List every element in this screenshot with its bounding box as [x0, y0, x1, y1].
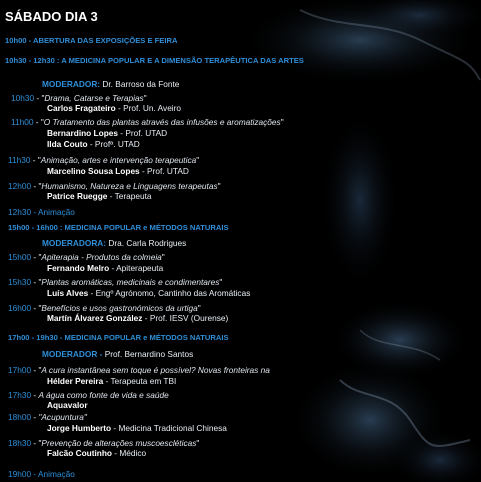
line-segment: MODERADORA:	[42, 238, 109, 248]
line-segment: "	[143, 93, 147, 103]
line-segment: SÁBADO DIA 3	[5, 9, 98, 24]
line-segment: 15h00 - 16h00 : MEDICINA POPULAR e MÉTODOS NATURAIS	[8, 223, 229, 232]
line-segment: Benefícios e usos gastronómicos da urtiga	[41, 303, 198, 313]
line-segment: - "	[33, 117, 44, 127]
line-segment: - Prof. IESV (Ourense)	[142, 313, 229, 323]
programme-line	[47, 376, 176, 386]
programme-line	[47, 103, 181, 113]
line-segment: Plantas aromáticas, medicinais e condimentares	[41, 277, 220, 287]
line-segment: 10h30	[11, 93, 35, 103]
line-segment: - "	[31, 365, 42, 375]
line-segment: A água como fonte de vida e saúde	[38, 390, 169, 400]
section-heading	[8, 223, 229, 233]
line-segment: - Prof. UTAD	[118, 128, 168, 138]
programme-line	[8, 365, 270, 375]
line-segment: 16h00	[8, 303, 32, 313]
line-segment: A cura instantânea sem toque é possível? Novas fronteiras na	[41, 365, 270, 375]
line-segment: Aquavalor	[47, 400, 88, 410]
line-segment: Drama, Catarse e Terapias	[44, 93, 144, 103]
programme-line	[47, 128, 167, 138]
line-segment: - Terapeuta	[107, 191, 152, 201]
line-segment: "	[217, 181, 221, 191]
programme-line	[42, 238, 186, 248]
programme-line	[42, 349, 193, 359]
line-segment: Ilda Couto	[47, 139, 88, 149]
programme-line	[8, 181, 221, 191]
line-segment: - "	[31, 277, 42, 287]
line-segment: "	[280, 117, 284, 127]
line-segment: "	[196, 438, 200, 448]
programme-line	[11, 117, 284, 127]
line-segment: Patrice Ruegge	[47, 191, 108, 201]
section-heading	[8, 333, 229, 343]
line-segment: 12h30 - Animação	[8, 207, 75, 217]
line-segment: 15h00	[8, 252, 32, 262]
line-segment: - Apiterapeuta	[109, 263, 164, 273]
line-segment: 18h30	[8, 438, 32, 448]
line-segment: 12h00	[8, 181, 32, 191]
line-segment: - "	[31, 303, 42, 313]
programme-line	[8, 438, 199, 448]
programme-line	[47, 448, 146, 458]
programme-line	[8, 303, 201, 313]
section-heading	[5, 56, 304, 66]
line-segment: Prevenção de alterações muscoescléticas	[41, 438, 197, 448]
section-heading	[5, 36, 177, 46]
programme-line	[47, 288, 250, 298]
programme-line	[47, 191, 152, 201]
line-segment: - Prof. UTAD	[139, 166, 189, 176]
line-segment: "	[196, 155, 200, 165]
programme-line	[47, 263, 163, 273]
line-segment: "	[197, 303, 201, 313]
line-segment: -	[31, 412, 39, 422]
programme-line	[47, 423, 227, 433]
line-segment: Animação, artes e intervenção terapeutica	[40, 155, 197, 165]
line-segment: Marcelino Sousa Lopes	[47, 166, 140, 176]
line-segment: - "	[31, 252, 42, 262]
line-segment: Prof. Bernardino Santos	[104, 349, 194, 359]
line-segment: Bernardino Lopes	[47, 128, 118, 138]
line-segment: - Médico	[112, 448, 147, 458]
line-segment: 10h00 - ABERTURA DAS EXPOSIÇÕES E FEIRA	[5, 36, 178, 45]
line-segment: 10h30 - 12h30 : A MEDICINA POPULAR E A DIMENSÃO TERAPÊUTICA DAS ARTES	[5, 56, 304, 65]
line-segment: 18h00	[8, 412, 32, 422]
line-segment: Luís Alves	[47, 288, 89, 298]
line-segment: - "	[34, 93, 45, 103]
line-segment: - "	[30, 155, 41, 165]
line-segment: "	[219, 277, 223, 287]
line-segment: - Terapeuta em TBI	[103, 376, 177, 386]
line-segment: - Medicina Tradicional Chinesa	[111, 423, 227, 433]
line-segment: Falcão Coutinho	[47, 448, 112, 458]
line-segment: Humanismo, Natureza e Linguagens terapeutas	[41, 181, 218, 191]
page-title	[5, 9, 98, 24]
programme-line	[8, 277, 222, 287]
line-segment: Fernando Melro	[47, 263, 110, 273]
line-segment: Dra. Carla Rodrigues	[108, 238, 187, 248]
line-segment: 19h00 - Animação	[8, 469, 75, 479]
line-segment: Dr. Barroso da Fonte	[102, 79, 180, 89]
line-segment: - "	[31, 181, 42, 191]
line-segment: MODERADOR:	[42, 79, 103, 89]
programme-line	[8, 390, 169, 400]
line-segment: Jorge Humberto	[47, 423, 112, 433]
line-segment: 17h00 - 19h30 - MEDICINA POPULAR e MÉTODOS NATURAIS	[8, 333, 229, 342]
programme-line	[47, 400, 88, 410]
line-segment: - Prof. Un. Aveiro	[115, 103, 182, 113]
line-segment: 15h30	[8, 277, 32, 287]
programme-line	[47, 313, 228, 323]
line-segment: -	[31, 390, 39, 400]
line-segment: Martín Álvarez González	[47, 313, 143, 323]
line-segment: Apiterapia - Produtos da colmeia	[41, 252, 162, 262]
programme-line	[8, 252, 165, 262]
programme-line	[42, 79, 179, 89]
line-segment: O Tratamento das plantas através das infusões e aromatizações	[43, 117, 281, 127]
line-segment: - Engº Agrónomo, Cantinho das Aromáticas	[88, 288, 251, 298]
line-segment: 17h00	[8, 365, 32, 375]
line-segment: "Acupuntura"	[38, 412, 87, 422]
line-segment: 11h00	[11, 117, 34, 127]
line-segment: - Profª. UTAD	[87, 139, 140, 149]
programme-line	[47, 166, 189, 176]
programme-line	[11, 93, 147, 103]
programme-line	[8, 412, 87, 422]
line-segment: - "	[31, 438, 42, 448]
programme-line	[8, 207, 75, 217]
programme-line	[8, 155, 199, 165]
line-segment: Hélder Pereira	[47, 376, 104, 386]
line-segment: MODERADOR -	[42, 349, 105, 359]
line-segment: 17h30	[8, 390, 32, 400]
line-segment: Carlos Fragateiro	[47, 103, 116, 113]
line-segment: 11h30	[8, 155, 31, 165]
programme-line	[8, 469, 75, 479]
programme-line	[47, 139, 140, 149]
line-segment: "	[161, 252, 165, 262]
